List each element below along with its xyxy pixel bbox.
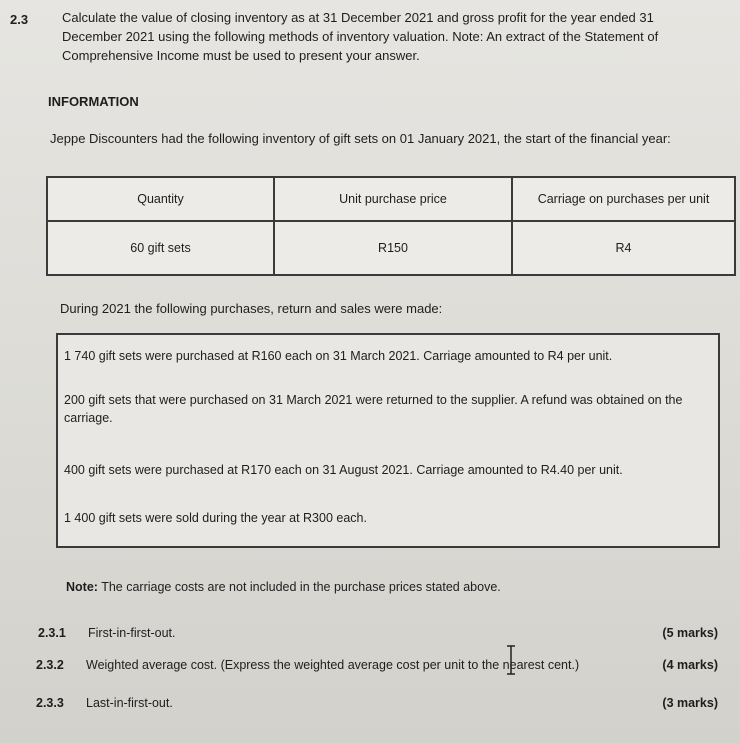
subquestion-number: 2.3.2 [36, 658, 64, 672]
opening-inventory-table [46, 176, 736, 276]
subquestion-item [36, 696, 716, 714]
subquestion-text: Weighted average cost. (Express the weighted average cost per unit to the nearest cent.) [86, 658, 580, 672]
cell-unit-price: R150 [274, 221, 512, 275]
subquestion-item [36, 658, 716, 676]
subquestion-text: Last-in-first-out. [86, 696, 173, 710]
table-header-row [47, 177, 735, 221]
subquestion-marks: (5 marks) [662, 626, 718, 640]
cell-quantity: 60 gift sets [47, 221, 274, 275]
subquestion-item [38, 626, 718, 644]
transaction-item: 400 gift sets were purchased at R170 each on 31 August 2021. Carriage amounted to R4.40 per unit. [64, 463, 623, 477]
question-number: 2.3 [10, 12, 29, 27]
subquestion-number: 2.3.3 [36, 696, 64, 710]
cell-carriage: R4 [512, 221, 735, 275]
subquestion-marks: (4 marks) [662, 658, 718, 672]
note-text: The carriage costs are not included in the purchase prices stated above. [101, 580, 501, 594]
header-unit-price: Unit purchase price [274, 177, 512, 221]
header-quantity: Quantity [47, 177, 274, 221]
transaction-item: 200 gift sets that were purchased on 31 March 2021 were returned to the supplier. A refund was obtained on the carriage. [64, 393, 683, 425]
transaction-item: 1 400 gift sets were sold during the year at R300 each. [64, 511, 367, 525]
note-label: Note: [66, 580, 98, 594]
subquestion-number: 2.3.1 [38, 626, 66, 640]
table-row [47, 221, 735, 275]
header-carriage: Carriage on purchases per unit [512, 177, 735, 221]
subquestion-marks: (3 marks) [662, 696, 718, 710]
transactions-box [56, 333, 720, 548]
subquestion-text: First-in-first-out. [88, 626, 176, 640]
text-cursor-icon [506, 645, 516, 675]
question-text: Calculate the value of closing inventory as at 31 December 2021 and gross profit for the year ended 31 December 2021 using the following methods of inventory valuation. Note: An extract of the Statement of Comprehensive Income must be used to present your answer. [62, 10, 659, 63]
during-text: During 2021 the following purchases, return and sales were made: [60, 301, 443, 316]
information-heading: INFORMATION [48, 94, 139, 109]
transaction-item: 1 740 gift sets were purchased at R160 each on 31 March 2021. Carriage amounted to R4 per unit. [64, 349, 613, 363]
note [66, 580, 501, 594]
intro-text: Jeppe Discounters had the following inventory of gift sets on 01 January 2021, the start of the financial year: [50, 131, 671, 146]
